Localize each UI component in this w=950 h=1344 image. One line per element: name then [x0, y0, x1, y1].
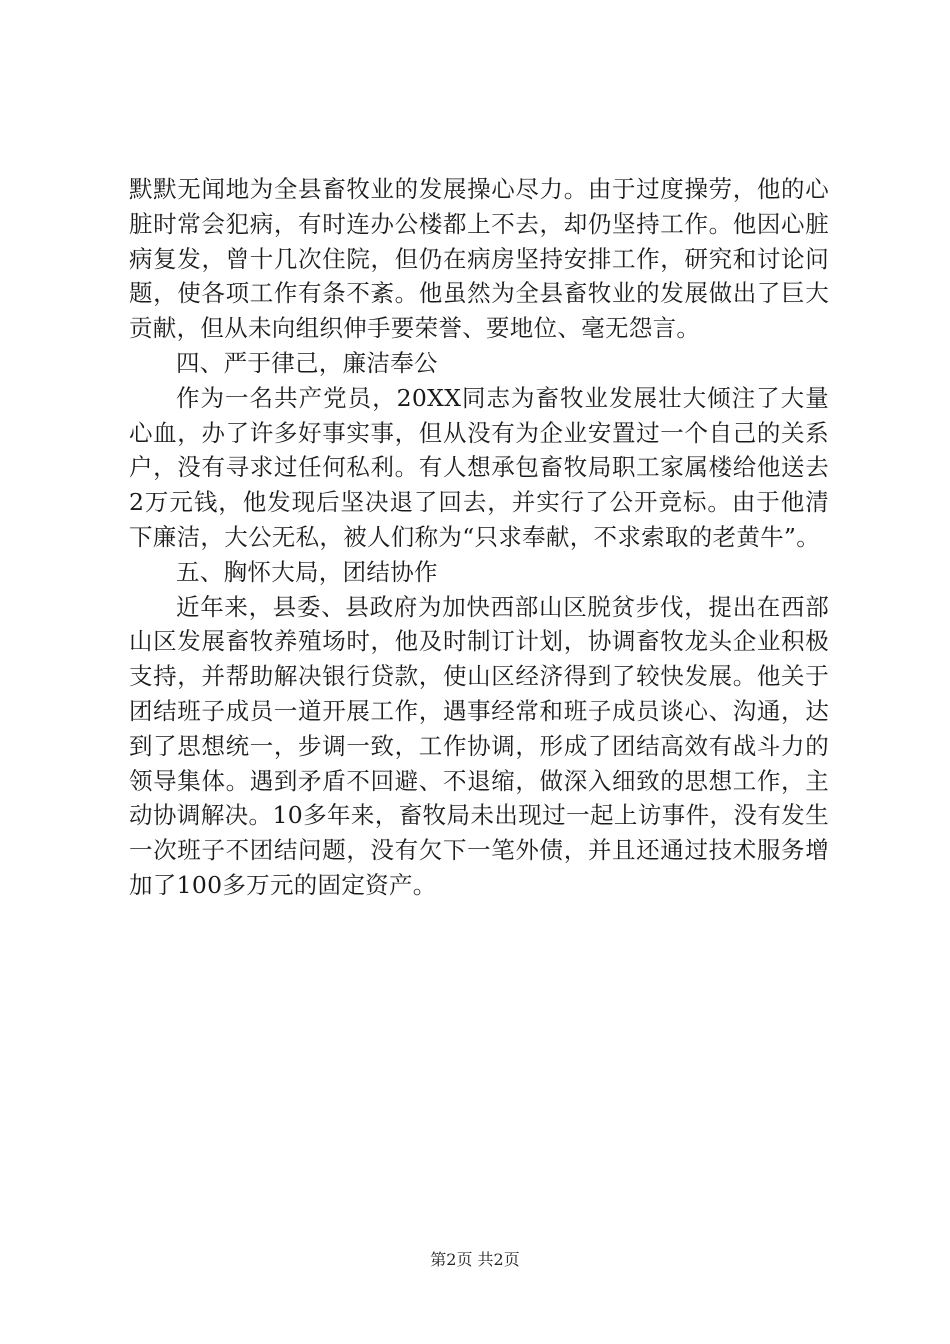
paragraph-unity: 近年来，县委、县政府为加快西部山区脱贫步伐，提出在西部山区发展畜牧养殖场时，他及时制订计划，协调畜牧龙头企业积极支持，并帮助解决银行贷款，使山区经济得到了较快发展。他关于团结班子成员一道开展工作，遇事经常和班子成员谈心、沟通，达到了思想统一，步调一致，工作协调，形成了团结高效有战斗力的领导集体。遇到矛盾不回避、不退缩，做深入细致的思想工作，主动协调解决。10多年来，畜牧局未出现过一起上访事件，没有发生一次班子不团结问题，没有欠下一笔外债，并且还通过技术服务增加了100多万元的固定资产。 [129, 592, 829, 899]
section-heading-4: 四、严于律己，廉洁奉公 [176, 348, 438, 377]
section-heading-5: 五、胸怀大局，团结协作 [176, 557, 438, 586]
page-footer: 第2页 共2页 [430, 1250, 520, 1269]
paragraph-integrity: 作为一名共产党员，20XX同志为畜牧业发展壮大倾注了大量心血，办了许多好事实事，但从没有为企业安置过一个自己的关系户，没有寻求过任何私利。有人想承包畜牧局职工家属楼给他送去2万元钱，他发现后坚决退了回去，并实行了公开竞标。由于他清下廉洁，大公无私，被人们称为“只求奉献，不求索取的老黄牛”。 [129, 383, 829, 551]
paragraph-continuation: 默默无闻地为全县畜牧业的发展操心尽力。由于过度操劳，他的心脏时常会犯病，有时连办公楼都上不去，却仍坚持工作。他因心脏病复发，曾十几次住院，但仍在病房坚持安排工作，研究和讨论问题，使各项工作有条不紊。他虽然为全县畜牧业的发展做出了巨大贡献，但从未向组织伸手要荣誉、要地位、毫无怨言。 [129, 175, 829, 343]
document-body [129, 172, 829, 903]
